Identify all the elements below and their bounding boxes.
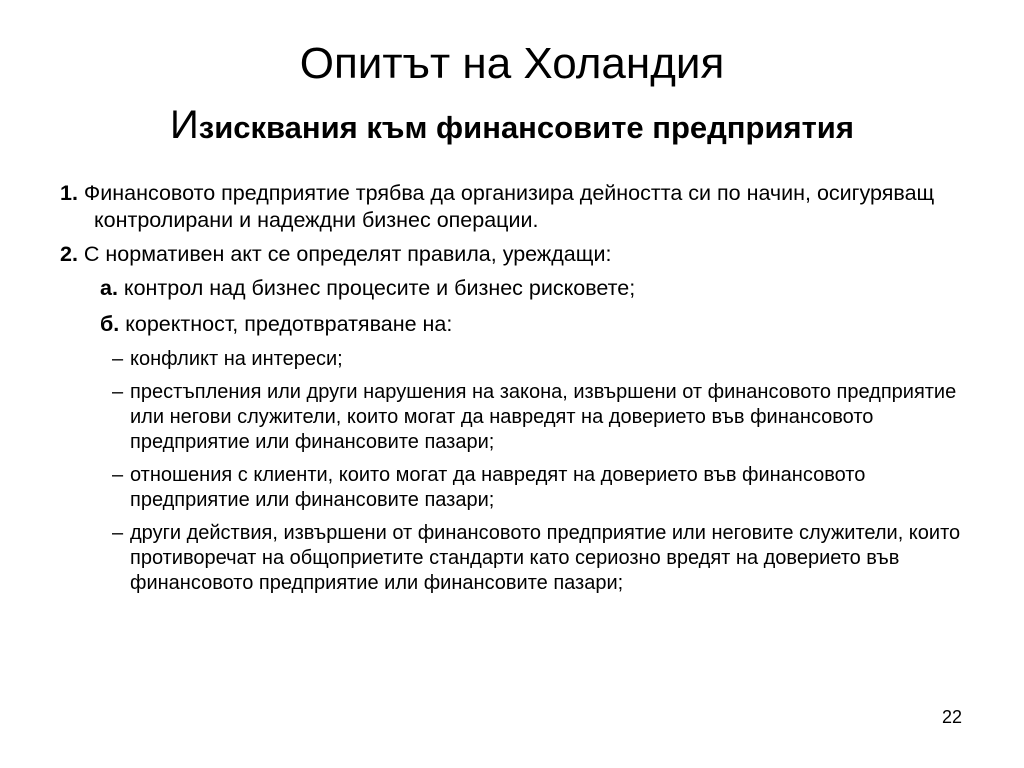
sub-list-item-3 bbox=[60, 463, 980, 513]
page-number: 22 bbox=[941, 707, 962, 727]
subtitle-initial: И bbox=[170, 103, 199, 147]
sub-list-item-text: конфликт на интереси; bbox=[130, 348, 343, 370]
sub-list-item-2 bbox=[60, 380, 980, 455]
list-item-2a bbox=[60, 275, 980, 302]
list-item-2 bbox=[60, 241, 980, 268]
sub-list-item-4 bbox=[60, 521, 980, 596]
dash-bullet: – bbox=[112, 464, 124, 486]
list-item-text: Финансовото предприятие трябва да организира дейността си по начин, осигуряващ контролирани и надеждни бизнес операции. bbox=[83, 181, 935, 232]
list-item-marker: б. bbox=[100, 312, 120, 336]
dash-bullet: – bbox=[112, 522, 124, 544]
subtitle-text: зисквания към финансовите предприятия bbox=[198, 110, 854, 145]
dash-bullet: – bbox=[112, 348, 124, 370]
slide-title: Опитът на Холандия bbox=[299, 39, 725, 88]
list-item-text: контрол над бизнес процесите и бизнес рисковете; bbox=[123, 276, 636, 300]
list-item-text: коректност, предотвратяване на: bbox=[125, 312, 453, 336]
sub-list-item-1 bbox=[60, 347, 980, 372]
list-item-marker: 1. bbox=[60, 181, 78, 205]
list-item-marker: а. bbox=[100, 276, 118, 300]
sub-list-item-text: престъпления или други нарушения на закона, извършени от финансовото предприятие или негови служители, които могат да навредят на доверието във финансовото предприятие или финансовите пазари; bbox=[130, 381, 957, 453]
dash-bullet: – bbox=[112, 381, 124, 403]
list-item-text: С нормативен акт се определят правила, уреждащи: bbox=[83, 242, 612, 266]
body-list bbox=[60, 180, 980, 604]
sub-list-item-text: други действия, извършени от финансовото предприятие или неговите служители, които противоречат на общоприетите стандарти като сериозно вредят на доверието във финансовото предприятие или финансовите пазари; bbox=[130, 522, 961, 594]
sub-list-item-text: отношения с клиенти, които могат да навредят на доверието във финансовото предприятие или финансовите пазари; bbox=[130, 464, 866, 511]
list-item-1 bbox=[60, 180, 980, 234]
list-item-2b bbox=[60, 311, 980, 338]
list-item-marker: 2. bbox=[60, 242, 78, 266]
slide-subtitle bbox=[0, 102, 1024, 151]
